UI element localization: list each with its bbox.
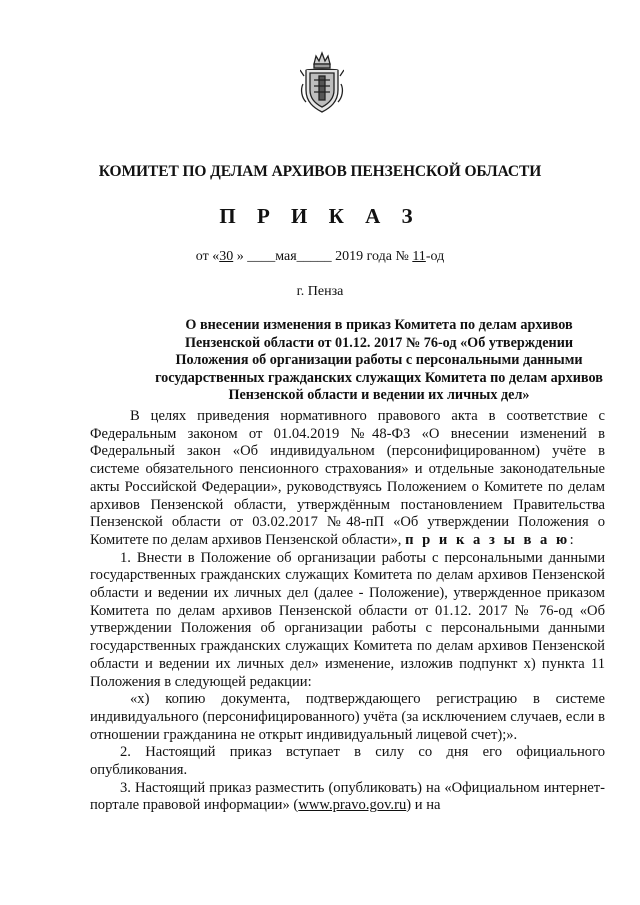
document-type-title: П Р И К А З: [219, 204, 421, 228]
coat-of-arms-icon: [300, 50, 344, 114]
item-3-end: ) и на: [406, 797, 441, 814]
document-subject: О внесении изменения в приказ Комитета по делам архивов Пензенской области от 01.12. 2017 № 76-од «Об утверждении Положения об организации работы с персональными данными государственных гражданских служащих Комитета по делам архивов Пензенской области и ведении их личных дел»: [155, 317, 603, 404]
date-line: [0, 249, 640, 265]
month-underscore-before: ____: [247, 249, 276, 264]
date-day: 30: [219, 249, 234, 264]
document-body: [90, 408, 605, 815]
committee-name: КОМИТЕТ ПО ДЕЛАМ АРХИВОВ ПЕНЗЕНСКОЙ ОБЛАСТИ: [98, 163, 542, 180]
preamble-text: В целях приведения нормативного правового акта в соответствие с Федеральным законом от 01.04.2019 №48-ФЗ «О внесении изменений в Федеральный закон «Об индивидуальном (персонифицированном) учёте в системе обязательного пенсионного страхования» и отдельные законодательные акты Российской Федерации», руководствуясь Положением о Комитете по делам архивов Пензенской области, утверждённым постановлением Правительства Пензенской области от 03.02.2017 №48-пП «Об утверждении Положения о Комитете по делам архивов Пензенской области»,: [90, 408, 605, 548]
pravo-gov-link[interactable]: www.pravo.gov.ru: [298, 797, 407, 814]
date-prefix: от «: [195, 249, 220, 264]
item-3: [90, 780, 605, 815]
order-word: п р и к а з ы в а ю: [405, 531, 570, 548]
date-year: 2019 года №: [331, 249, 413, 264]
order-colon: :: [569, 531, 574, 548]
item-3-text: 3. Настоящий приказ разместить (опубликовать) на «Официальном интернет-портале правовой информации» (: [90, 779, 605, 814]
item-2: 2. Настоящий приказ вступает в силу со дня его официального опубликования.: [90, 744, 605, 779]
document-number: 11: [412, 249, 426, 264]
date-separator: »: [233, 249, 248, 264]
month-underscore-after: _____: [296, 249, 332, 264]
document-number-suffix: -од: [425, 249, 445, 264]
date-month: мая: [275, 249, 297, 264]
city: г. Пенза: [296, 284, 344, 299]
item-1-quote: «х) копию документа, подтверждающего регистрацию в системе индивидуального (персонифицированного) учёта (за исключением случаев, если в отношении гражданина не открыт индивидуальный лицевой счет);».: [90, 691, 605, 743]
item-1: 1. Внести в Положение об организации работы с персональными данными государственных гражданских служащих Комитета по делам архивов Пензенской области и ведении их личных дел (далее - Положение), утвержденное приказом Комитета по делам архивов Пензенской области от 01.12. 2017 № 76-од «Об утверждении Положения об организации работы с персональными данными государственных гражданских служащих Комитета по делам архивов Пензенской области и ведении их личных дел» изменение, изложив подпункт х) пункта 11 Положения в следующей редакции:: [90, 549, 605, 690]
preamble-paragraph: [90, 408, 605, 550]
